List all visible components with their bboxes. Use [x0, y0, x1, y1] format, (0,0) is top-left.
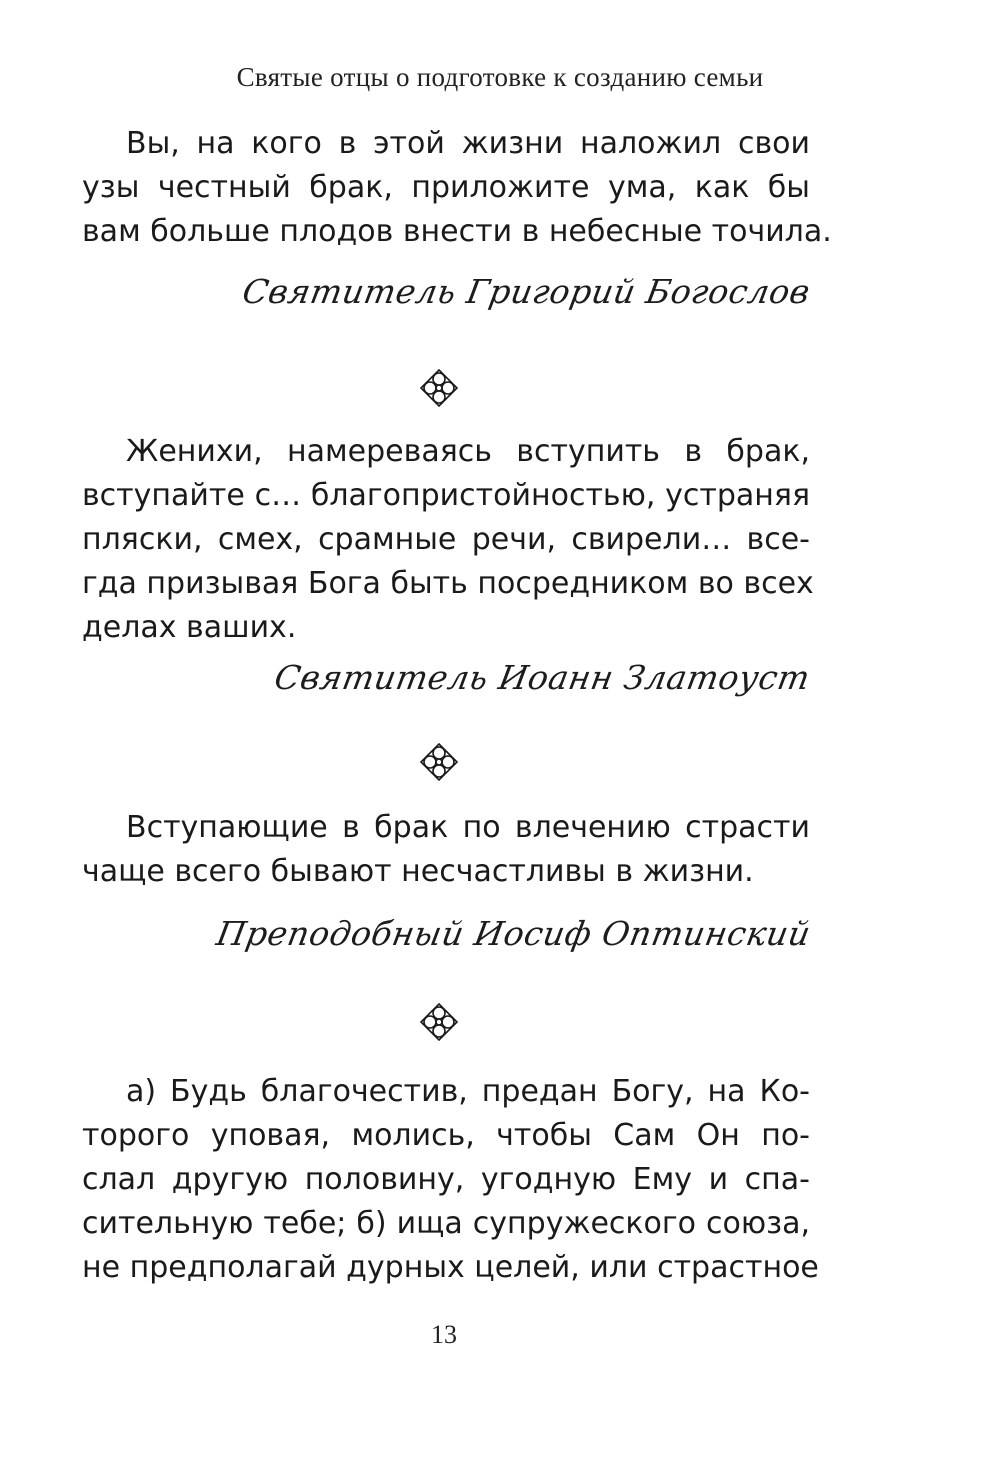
quote-3-author-signature: Преподобный Иосиф Оптинский: [213, 914, 814, 953]
quote-line: Женихи, намереваясь вступить в брак,: [126, 434, 810, 469]
celtic-knot-ornament-icon: [419, 368, 459, 408]
quote-3-text: [82, 806, 810, 894]
quote-line: делах ваших.: [82, 610, 297, 645]
quote-1-author-signature: Святитель Григорий Богослов: [239, 272, 814, 311]
quote-line: гда призывая Бога быть посредником во всех: [82, 566, 814, 601]
page-number: 13: [431, 1320, 457, 1349]
quote-line: вступайте с… благопристойностью, устраняя: [82, 478, 810, 513]
quote-line: сительную тебе; б) ища супружеского союза,: [82, 1206, 810, 1241]
quote-line: вам больше плодов внести в небесные точила.: [82, 214, 832, 249]
quote-line: не предполагай дурных целей, или страстное: [82, 1250, 819, 1285]
quote-4-text: [82, 1070, 819, 1290]
quote-2-author-signature: Святитель Иоанн Златоуст: [271, 658, 814, 697]
quote-line: Вы, на кого в этой жизни наложил свои: [126, 126, 810, 161]
celtic-knot-ornament-icon: [419, 1002, 459, 1042]
quote-2-text: [82, 430, 814, 650]
quote-line: Вступающие в брак по влечению страсти: [126, 810, 810, 845]
running-head: Святые отцы о подготовке к созданию семьи: [236, 62, 764, 92]
quote-line: пляски, смех, срамные речи, свирели… все-: [82, 522, 810, 557]
celtic-knot-ornament-icon: [419, 742, 459, 782]
quote-line: а) Будь благочестив, предан Богу, на Ко-: [126, 1074, 810, 1109]
quote-line: чаще всего бывают несчастливы в жизни.: [82, 854, 754, 889]
quote-1-text: [82, 122, 832, 254]
quote-line: слал другую половину, угодную Ему и спа-: [82, 1162, 810, 1197]
quote-line: узы честный брак, приложите ума, как бы: [82, 170, 810, 205]
quote-line: торого уповая, молись, чтобы Сам Он по-: [82, 1118, 810, 1153]
